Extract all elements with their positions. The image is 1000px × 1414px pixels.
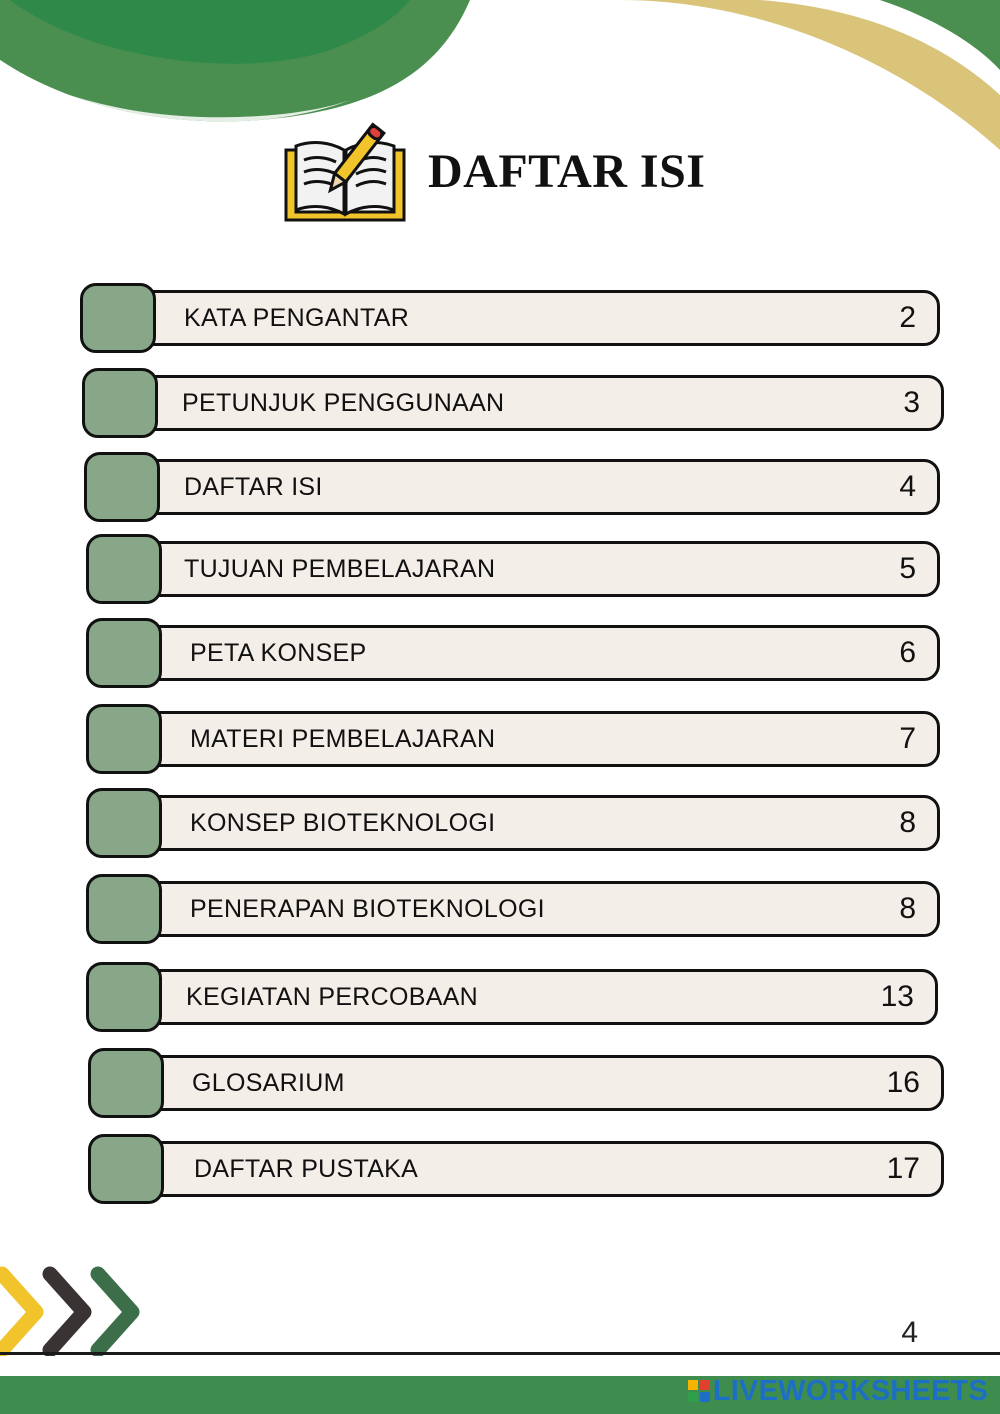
toc-row-tab [86, 618, 162, 688]
toc-row-page-number: 6 [899, 636, 916, 669]
brand-name: LIVEWORKSHEETS [712, 1374, 988, 1407]
toc-row-tab [88, 1048, 164, 1118]
toc-row-page-number: 7 [899, 722, 916, 755]
toc-row-tab [80, 283, 156, 353]
toc-row-page-number: 13 [880, 980, 914, 1013]
toc-row-label: KEGIATAN PERCOBAAN [186, 983, 479, 1011]
chevron-arrows-decoration [0, 1266, 150, 1356]
toc-row-tab [82, 368, 158, 438]
toc-row-daftar-pustaka[interactable] [88, 1134, 944, 1204]
toc-row-tab [86, 874, 162, 944]
toc-row-label: PETUNJUK PENGGUNAAN [182, 389, 505, 417]
liveworksheets-logo[interactable] [688, 1372, 988, 1410]
toc-row-tab [86, 788, 162, 858]
toc-row-tab [84, 452, 160, 522]
toc-row-label: PENERAPAN BIOTEKNOLOGI [190, 895, 545, 923]
toc-row-page-number: 16 [886, 1066, 920, 1099]
toc-row-page-number: 3 [903, 386, 920, 419]
toc-row-glosarium[interactable] [88, 1048, 944, 1118]
toc-row-daftar-isi[interactable] [84, 452, 940, 522]
toc-row-label: KONSEP BIOTEKNOLOGI [190, 809, 496, 837]
toc-row-page-number: 8 [899, 806, 916, 839]
toc-row-tujuan-pembelajaran[interactable] [86, 534, 940, 604]
toc-row-label: DAFTAR PUSTAKA [194, 1155, 419, 1183]
page-title: DAFTAR ISI [428, 144, 706, 198]
toc-row-page-number: 5 [899, 552, 916, 585]
toc-row-peta-konsep[interactable] [86, 618, 940, 688]
toc-row-tab [86, 704, 162, 774]
toc-row-label: PETA KONSEP [190, 639, 367, 667]
toc-row-tab [86, 534, 162, 604]
toc-row-kegiatan-percobaan[interactable] [86, 962, 938, 1032]
toc-row-label: TUJUAN PEMBELAJARAN [184, 555, 496, 583]
toc-row-penerapan-bioteknologi[interactable] [86, 874, 940, 944]
toc-row-page-number: 2 [899, 301, 916, 334]
toc-row-label: KATA PENGANTAR [184, 304, 410, 332]
toc-row-page-number: 8 [899, 892, 916, 925]
toc-row-page-number: 4 [899, 470, 916, 503]
page-number: 4 [901, 1316, 918, 1349]
toc-row-kata-pengantar[interactable] [80, 283, 940, 353]
toc-row-tab [86, 962, 162, 1032]
toc-row-petunjuk-penggunaan[interactable] [82, 368, 944, 438]
liveworksheets-grid-icon [688, 1380, 710, 1402]
toc-row-page-number: 17 [886, 1152, 920, 1185]
toc-row-tab [88, 1134, 164, 1204]
toc-row-label: DAFTAR ISI [184, 473, 323, 501]
toc-row-konsep-bioteknologi[interactable] [86, 788, 940, 858]
toc-row-materi-pembelajaran[interactable] [86, 704, 940, 774]
footer-divider [0, 1352, 1000, 1355]
toc-row-label: GLOSARIUM [192, 1069, 345, 1097]
toc-row-label: MATERI PEMBELAJARAN [190, 725, 496, 753]
